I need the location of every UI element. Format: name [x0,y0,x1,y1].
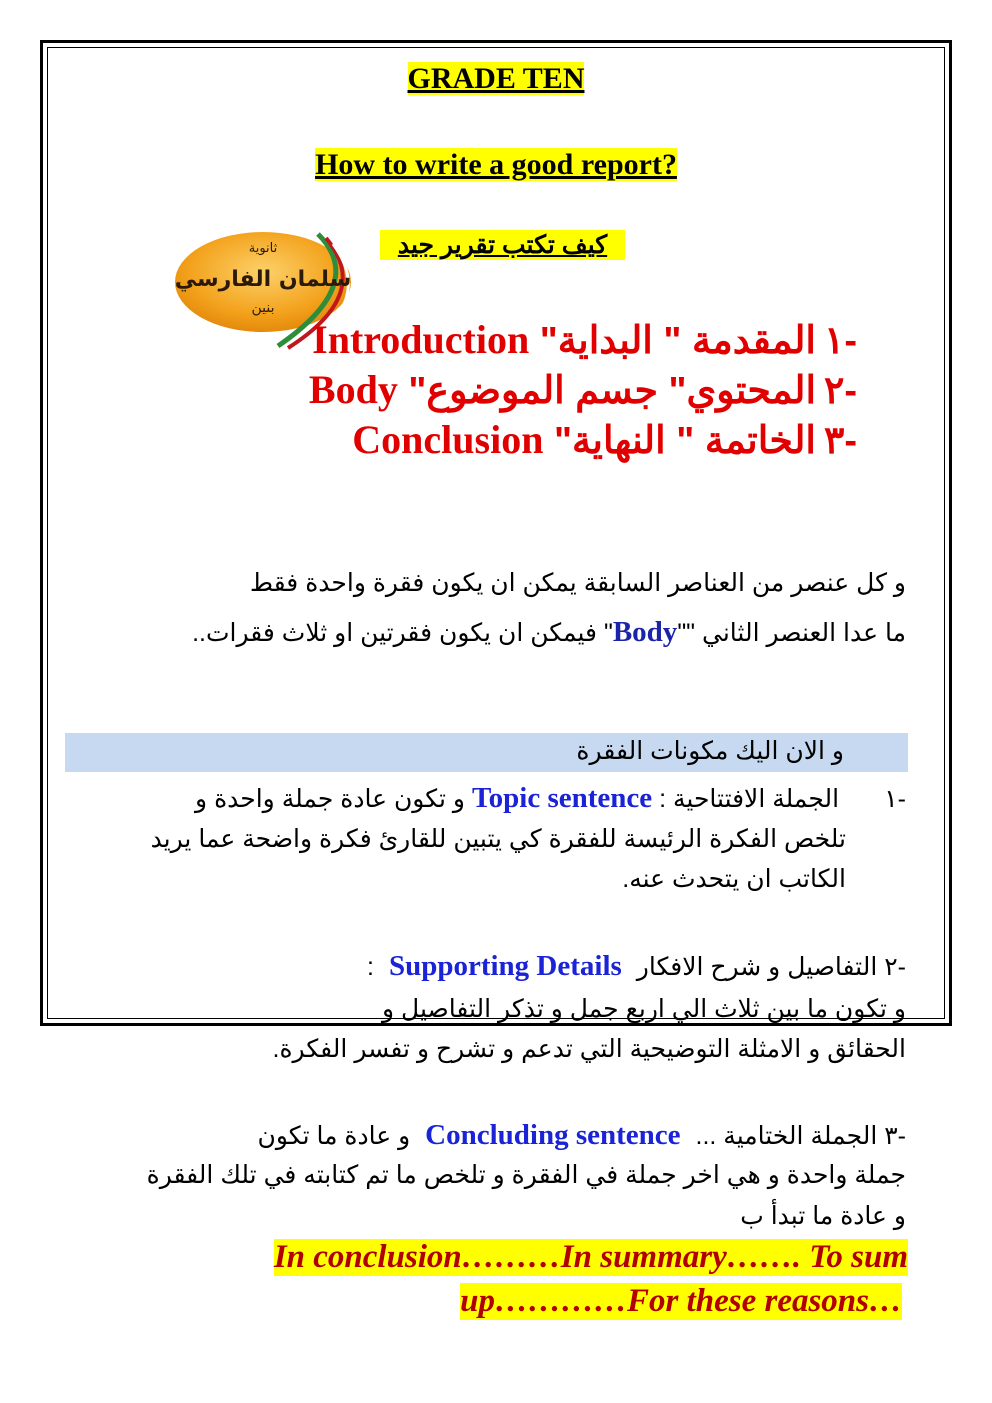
note-line-1: و كل عنصر من العناصر السابقة يمكن ان يكون فقرة واحدة فقط [249,569,906,597]
part-conclusion [352,416,904,464]
part-arabic: الخاتمة " النهاية" [554,420,816,462]
note-line-2: ما عدا العنصر الثاني ""Body" فيمكن ان يكون فقرتين او ثلاث فقرات.. [192,616,906,648]
part-english: Body [308,367,398,412]
part-english: Conclusion [352,417,544,462]
part-introduction [312,316,904,364]
part-arabic: المقدمة " البداية" [539,320,816,362]
logo-text-bottom: بنين [251,300,275,316]
concluding-line-3: و عادة ما تبدأ ب [740,1202,906,1230]
components-heading: و الان اليك مكونات الفقرة [576,737,844,765]
topic-number: -١ [884,785,906,813]
supporting-line-1: -٢ التفاصيل و شرح الافكار Supporting Details : [367,950,906,982]
supporting-line-3: الحقائق و الامثلة التوضيحية التي تدعم و تشرح و تفسر الفكرة. [272,1035,906,1063]
part-number: -٢ [824,370,858,412]
supporting-line-2: و تكون ما بين ثلاث الي اربع جمل و تذكر التفاصيل و [382,995,906,1023]
part-number: -٣ [824,420,858,462]
logo-text-main: سلمان الفارسي [174,267,352,292]
topic-sentence-keyword: Topic sentence [471,782,653,814]
conclusion-phrases-line-1: In conclusion………In summary……. To sum [273,1239,908,1275]
part-body [309,366,904,414]
concluding-sentence-keyword: Concluding sentence [425,1119,681,1151]
grade-title: GRADE TEN [407,62,585,95]
topic-line-1: -١ الجملة الافتتاحية : Topic sentence و تكون عادة جملة واحدة و [195,778,906,819]
concluding-line-2: جملة واحدة و هي اخر جملة في الفقرة و تلخص ما تم كتابته في تلك الفقرة [146,1161,906,1189]
part-english: Introduction [312,317,530,362]
concluding-line-1: -٣ الجملة الختامية ... Concluding sentence و عادة ما تكون [257,1119,906,1151]
arabic-title: كيف تكتب تقرير جيد [380,230,625,260]
conclusion-phrases-line-2: up…………For these reasons… [460,1283,902,1319]
supporting-details-keyword: Supporting Details [388,950,622,982]
report-question-title: How to write a good report? [315,148,677,181]
logo-text-top: ثانوية [248,241,278,256]
topic-line-3: الكاتب ان يتحدث عنه. [622,865,846,893]
topic-line-2: تلخص الفكرة الرئيسة للفقرة كي يتبين للقارئ فكرة واضحة عما يريد [150,825,846,853]
part-number: -١ [824,320,858,362]
part-arabic: المحتوي" جسم الموضوع" [408,370,816,412]
body-keyword: Body [612,616,678,648]
